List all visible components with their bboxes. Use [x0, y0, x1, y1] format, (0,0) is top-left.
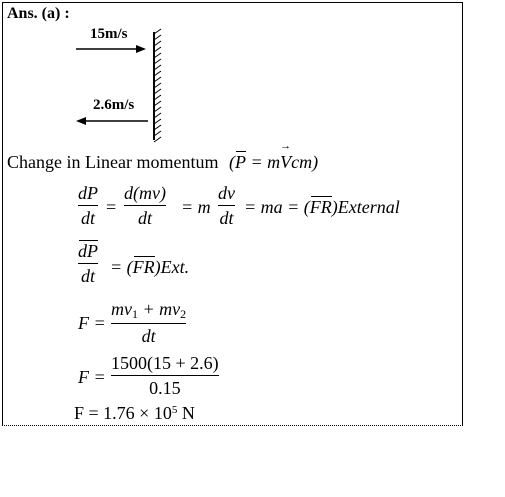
incoming-arrow-head	[136, 45, 146, 53]
fraction-dPbar-dt: dP dt	[78, 241, 98, 286]
force-lhs-numeric: F =	[78, 367, 106, 387]
final-result: $F = 1.76 \times 10^5$ N	[74, 403, 195, 423]
equation-line1-rest: = ma = (FR)External	[244, 197, 400, 217]
fraction-numeric: 1500(15 + 2.6) 0.15	[111, 353, 219, 398]
equation-line2-rest: = (FR)Ext.	[110, 257, 190, 277]
fraction-dmv-dt: d(mv) dt	[124, 183, 166, 228]
incoming-speed-label: 15m/s	[90, 26, 128, 42]
outgoing-arrow-head	[76, 117, 86, 125]
equals-m: = m	[181, 197, 211, 217]
fraction-mv-sum-dt: $mv_1 + mv_2$ dt	[111, 299, 187, 346]
wall-hatching	[154, 29, 161, 142]
equals-sign: =	[106, 197, 117, 217]
fraction-dv-dt: dv dt	[218, 183, 235, 228]
wall-collision-figure	[70, 28, 180, 148]
force-lhs: F =	[78, 313, 106, 333]
outgoing-speed-label: 2.6m/s	[93, 97, 135, 113]
fraction-dP-dt: dP dt	[78, 183, 98, 228]
answer-heading: Ans. (a) :	[7, 5, 70, 22]
intro-text: Change in Linear momentum	[7, 152, 219, 172]
momentum-intro-line	[7, 153, 318, 171]
momentum-formula: (P = m→ Vcm)	[229, 152, 318, 172]
